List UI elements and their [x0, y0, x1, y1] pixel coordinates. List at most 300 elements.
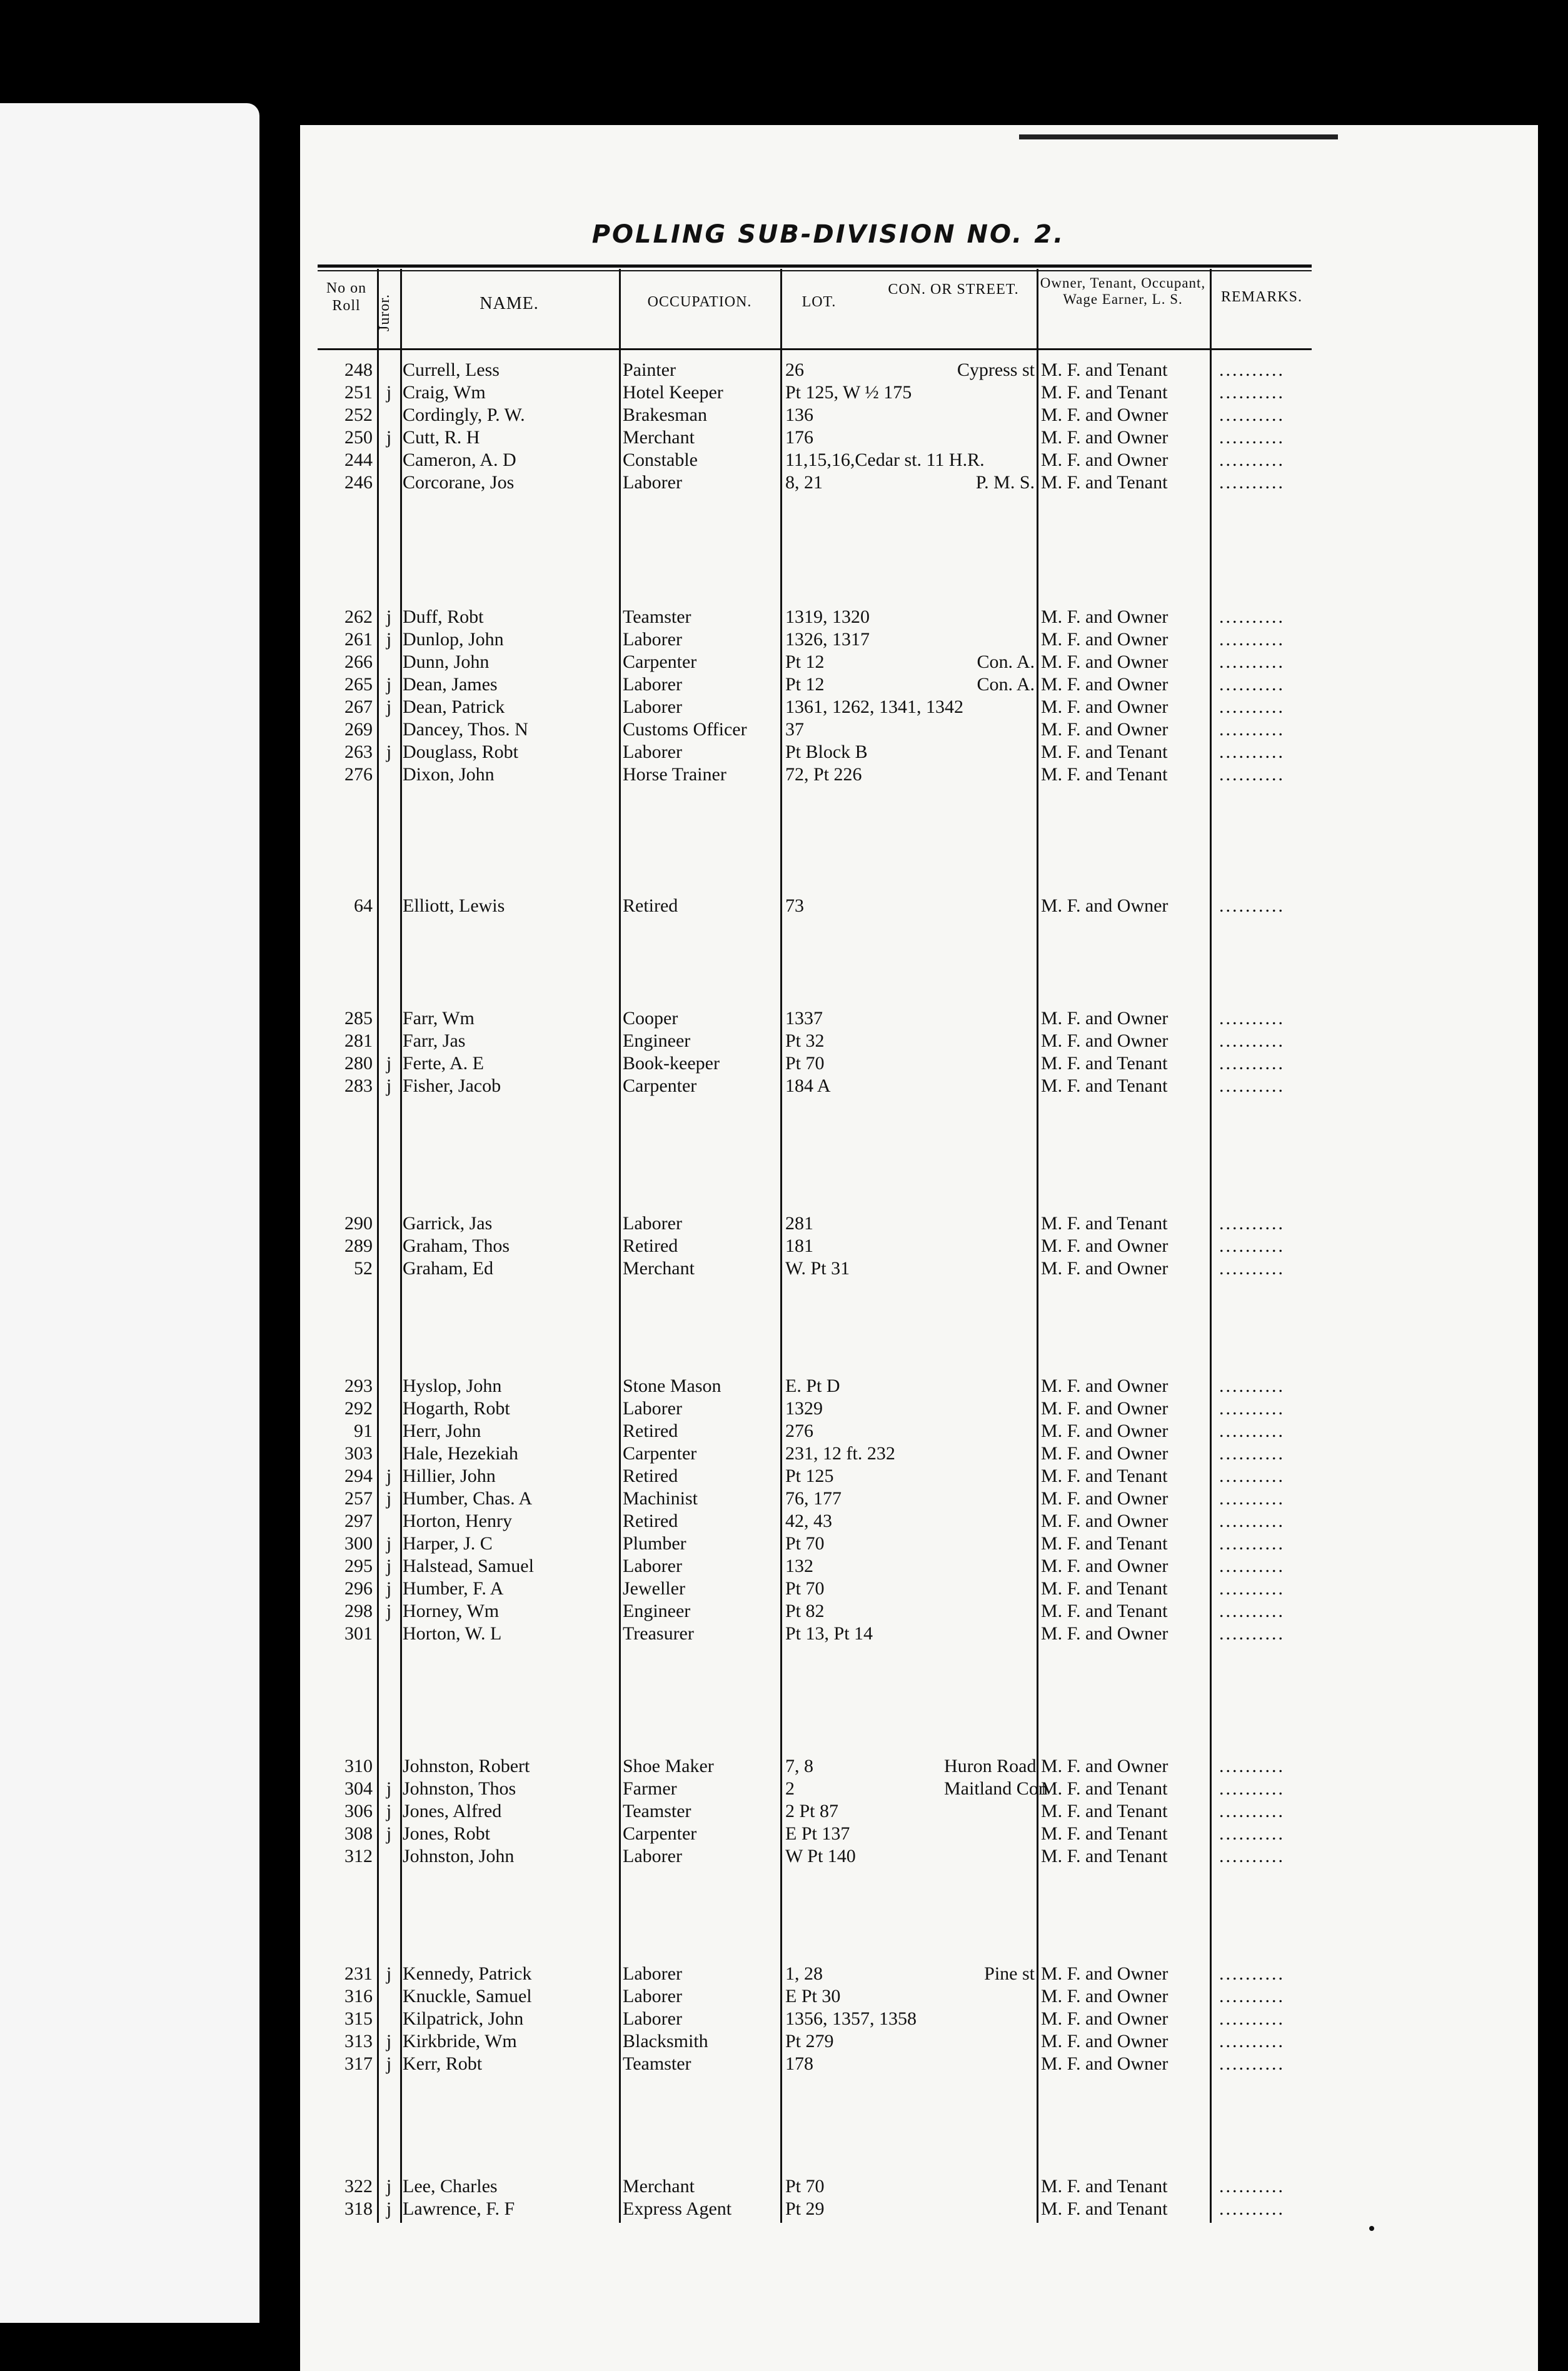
- juror-mark: j: [386, 1578, 392, 1599]
- table-row: [319, 1421, 1344, 1443]
- table-row: [319, 1236, 1344, 1258]
- voter-name: Herr, John: [403, 1421, 481, 1441]
- lot: Pt 12: [785, 652, 825, 672]
- lot: 73: [785, 895, 804, 916]
- voter-name: Fisher, Jacob: [403, 1075, 501, 1096]
- occupation: Retired: [623, 1466, 678, 1486]
- lot: Pt 70: [785, 1533, 825, 1554]
- remarks-leader-dots: ..........: [1219, 1601, 1285, 1621]
- lot: 76, 177: [785, 1488, 842, 1509]
- status: M. F. and Owner: [1041, 1443, 1168, 1464]
- top-border-rule: [1019, 134, 1338, 139]
- voter-name: Dunn, John: [403, 652, 490, 672]
- remarks-leader-dots: ..........: [1219, 360, 1285, 380]
- status: M. F. and Tenant: [1041, 1053, 1168, 1074]
- table-row: [319, 2176, 1344, 2198]
- remarks-leader-dots: ..........: [1219, 405, 1285, 425]
- roll-number: 262: [344, 607, 373, 627]
- status: M. F. and Owner: [1041, 629, 1168, 650]
- voter-name: Cordingly, P. W.: [403, 405, 525, 425]
- roll-number: 294: [344, 1466, 373, 1486]
- status: M. F. and Tenant: [1041, 742, 1168, 762]
- remarks-leader-dots: ..........: [1219, 2176, 1285, 2197]
- juror-mark: j: [386, 1801, 392, 1821]
- lot: 26: [785, 360, 804, 380]
- occupation: Hotel Keeper: [623, 382, 723, 403]
- roll-number: 251: [344, 382, 373, 403]
- voter-name: Cameron, A. D: [403, 450, 516, 470]
- status: M. F. and Owner: [1041, 652, 1168, 672]
- status: M. F. and Owner: [1041, 607, 1168, 627]
- occupation: Plumber: [623, 1533, 686, 1554]
- roll-number: 276: [344, 764, 373, 785]
- table-row: [319, 427, 1344, 450]
- table-row: [319, 1030, 1344, 1053]
- occupation: Carpenter: [623, 652, 697, 672]
- occupation: Engineer: [623, 1030, 691, 1051]
- roll-number: 301: [344, 1623, 373, 1644]
- status: M. F. and Owner: [1041, 1488, 1168, 1509]
- juror-mark: j: [386, 1601, 392, 1621]
- voter-name: Kilpatrick, John: [403, 2008, 524, 2029]
- remarks-leader-dots: ..........: [1219, 1443, 1285, 1464]
- table-row: [319, 652, 1344, 674]
- occupation: Horse Trainer: [623, 764, 726, 785]
- table-row: [319, 450, 1344, 472]
- roll-number: 52: [354, 1258, 373, 1279]
- roll-number: 261: [344, 629, 373, 650]
- table-row: [319, 629, 1344, 652]
- status: M. F. and Tenant: [1041, 2176, 1168, 2197]
- voter-name: Ferte, A. E: [403, 1053, 484, 1074]
- roll-number: 263: [344, 742, 373, 762]
- lot: 136: [785, 405, 813, 425]
- lot: 8, 21: [785, 472, 823, 493]
- voter-name: Dean, James: [403, 674, 498, 695]
- juror-mark: j: [386, 2053, 392, 2074]
- remarks-leader-dots: ..........: [1219, 1376, 1285, 1396]
- status: M. F. and Tenant: [1041, 2198, 1168, 2219]
- table-row: [319, 895, 1344, 918]
- lot: 11,15,16,Cedar st. 11 H.R.: [785, 450, 985, 470]
- occupation: Laborer: [623, 1398, 682, 1419]
- status: M. F. and Tenant: [1041, 1778, 1168, 1799]
- roll-number: 303: [344, 1443, 373, 1464]
- lot: Pt 12: [785, 674, 825, 695]
- juror-mark: j: [386, 629, 392, 650]
- status: M. F. and Tenant: [1041, 764, 1168, 785]
- table-row: [319, 1053, 1344, 1075]
- remarks-leader-dots: ..........: [1219, 427, 1285, 448]
- status: M. F. and Tenant: [1041, 1466, 1168, 1486]
- remarks-leader-dots: ..........: [1219, 1053, 1285, 1074]
- occupation: Laborer: [623, 1963, 682, 1984]
- roll-number: 91: [354, 1421, 373, 1441]
- con-or-street: Pine st: [984, 1963, 1035, 1984]
- voter-name: Humber, F. A: [403, 1578, 504, 1599]
- occupation: Teamster: [623, 607, 691, 627]
- voter-name: Kirkbride, Wm: [403, 2031, 517, 2051]
- lot: 281: [785, 1213, 813, 1234]
- occupation: Merchant: [623, 2176, 695, 2197]
- voter-name: Hillier, John: [403, 1466, 496, 1486]
- remarks-leader-dots: ..........: [1219, 1623, 1285, 1644]
- remarks-leader-dots: ..........: [1219, 1466, 1285, 1486]
- remarks-leader-dots: ..........: [1219, 1421, 1285, 1441]
- table-row: [319, 1823, 1344, 1846]
- roll-number: 231: [344, 1963, 373, 1984]
- table-row: [319, 405, 1344, 427]
- roll-number: 315: [344, 2008, 373, 2029]
- status: M. F. and Owner: [1041, 1421, 1168, 1441]
- roll-number: 306: [344, 1801, 373, 1821]
- header-juror: Juror.: [376, 294, 393, 331]
- remarks-leader-dots: ..........: [1219, 607, 1285, 627]
- juror-mark: j: [386, 1556, 392, 1576]
- voter-name: Knuckle, Samuel: [403, 1986, 532, 2006]
- occupation: Laborer: [623, 1213, 682, 1234]
- roll-number: 297: [344, 1511, 373, 1531]
- roll-number: 281: [344, 1030, 373, 1051]
- occupation: Laborer: [623, 674, 682, 695]
- lot: 231, 12 ft. 232: [785, 1443, 895, 1464]
- juror-mark: j: [386, 1823, 392, 1844]
- remarks-leader-dots: ..........: [1219, 764, 1285, 785]
- juror-mark: j: [386, 382, 392, 403]
- status: M. F. and Tenant: [1041, 472, 1168, 493]
- occupation: Retired: [623, 1236, 678, 1256]
- juror-mark: j: [386, 1053, 392, 1074]
- status: M. F. and Tenant: [1041, 1601, 1168, 1621]
- header-rule-bottom: [318, 348, 1312, 350]
- juror-mark: j: [386, 2031, 392, 2051]
- remarks-leader-dots: ..........: [1219, 1756, 1285, 1776]
- remarks-leader-dots: ..........: [1219, 1008, 1285, 1029]
- status: M. F. and Owner: [1041, 2008, 1168, 2029]
- lot: Pt 125: [785, 1466, 834, 1486]
- lot: E Pt 30: [785, 1986, 841, 2006]
- lot: 1356, 1357, 1358: [785, 2008, 917, 2029]
- status: M. F. and Owner: [1041, 1986, 1168, 2006]
- roll-number: 289: [344, 1236, 373, 1256]
- con-or-street: Con. A.: [977, 652, 1035, 672]
- voter-name: Dunlop, John: [403, 629, 504, 650]
- table-row: [319, 1986, 1344, 2008]
- voter-name: Dean, Patrick: [403, 697, 505, 717]
- occupation: Brakesman: [623, 405, 707, 425]
- roll-number: 312: [344, 1846, 373, 1866]
- juror-mark: j: [386, 1488, 392, 1509]
- occupation: Laborer: [623, 2008, 682, 2029]
- remarks-leader-dots: ..........: [1219, 1986, 1285, 2006]
- occupation: Engineer: [623, 1601, 691, 1621]
- status: M. F. and Owner: [1041, 1236, 1168, 1256]
- roll-number: 304: [344, 1778, 373, 1799]
- voter-name: Johnston, Thos: [403, 1778, 516, 1799]
- occupation: Retired: [623, 1421, 678, 1441]
- remarks-leader-dots: ..........: [1219, 2053, 1285, 2074]
- juror-mark: j: [386, 1466, 392, 1486]
- status: M. F. and Tenant: [1041, 1823, 1168, 1844]
- occupation: Retired: [623, 1511, 678, 1531]
- lot: 276: [785, 1421, 813, 1441]
- table-row: [319, 764, 1344, 787]
- remarks-leader-dots: ..........: [1219, 1030, 1285, 1051]
- remarks-leader-dots: ..........: [1219, 719, 1285, 740]
- table-row: [319, 2198, 1344, 2221]
- occupation: Treasurer: [623, 1623, 694, 1644]
- status: M. F. and Owner: [1041, 450, 1168, 470]
- con-or-street: Con. A.: [977, 674, 1035, 695]
- status: M. F. and Owner: [1041, 427, 1168, 448]
- lot: Pt Block B: [785, 742, 868, 762]
- voter-name: Garrick, Jas: [403, 1213, 493, 1234]
- lot: E Pt 137: [785, 1823, 850, 1844]
- occupation: Express Agent: [623, 2198, 732, 2219]
- status: M. F. and Owner: [1041, 1623, 1168, 1644]
- occupation: Teamster: [623, 1801, 691, 1821]
- table-row: [319, 2031, 1344, 2053]
- occupation: Jeweller: [623, 1578, 685, 1599]
- voter-name: Humber, Chas. A: [403, 1488, 533, 1509]
- roll-number: 300: [344, 1533, 373, 1554]
- lot: 72, Pt 226: [785, 764, 862, 785]
- status: M. F. and Owner: [1041, 1008, 1168, 1029]
- occupation: Laborer: [623, 1556, 682, 1576]
- status: M. F. and Owner: [1041, 719, 1168, 740]
- occupation: Laborer: [623, 1846, 682, 1866]
- voter-name: Halstead, Samuel: [403, 1556, 534, 1576]
- header-name: NAME.: [480, 294, 539, 313]
- voter-name: Douglass, Robt: [403, 742, 519, 762]
- occupation: Teamster: [623, 2053, 691, 2074]
- remarks-leader-dots: ..........: [1219, 472, 1285, 493]
- occupation: Retired: [623, 895, 678, 916]
- table-row: [319, 607, 1344, 629]
- header-con: CON. OR STREET.: [888, 281, 1019, 298]
- remarks-leader-dots: ..........: [1219, 1398, 1285, 1419]
- status: M. F. and Owner: [1041, 2031, 1168, 2051]
- juror-mark: j: [386, 697, 392, 717]
- lot: 1329: [785, 1398, 823, 1419]
- roll-number: 290: [344, 1213, 373, 1234]
- table-row: [319, 1846, 1344, 1868]
- status: M. F. and Owner: [1041, 2053, 1168, 2074]
- remarks-leader-dots: ..........: [1219, 895, 1285, 916]
- status: M. F. and Tenant: [1041, 360, 1168, 380]
- lot: 2 Pt 87: [785, 1801, 839, 1821]
- occupation: Laborer: [623, 629, 682, 650]
- table-row: [319, 1601, 1344, 1623]
- lot: 184 A: [785, 1075, 831, 1096]
- lot: Pt 29: [785, 2198, 825, 2219]
- remarks-leader-dots: ..........: [1219, 450, 1285, 470]
- voter-name: Johnston, Robert: [403, 1756, 530, 1776]
- roll-number: 280: [344, 1053, 373, 1074]
- voter-name: Graham, Thos: [403, 1236, 510, 1256]
- status: M. F. and Owner: [1041, 405, 1168, 425]
- roll-number: 265: [344, 674, 373, 695]
- table-row: [319, 382, 1344, 405]
- roll-number: 298: [344, 1601, 373, 1621]
- table-row: [319, 1075, 1344, 1098]
- status: M. F. and Owner: [1041, 1556, 1168, 1576]
- lot: Pt 13, Pt 14: [785, 1623, 873, 1644]
- table-row: [319, 1008, 1344, 1030]
- table-row: [319, 1756, 1344, 1778]
- occupation: Carpenter: [623, 1443, 697, 1464]
- table-row: [319, 697, 1344, 719]
- voter-name: Farr, Jas: [403, 1030, 466, 1051]
- table-row: [319, 1213, 1344, 1236]
- status: M. F. and Owner: [1041, 1030, 1168, 1051]
- page-title: POLLING SUB-DIVISION NO. 2.: [591, 220, 1065, 249]
- con-or-street: P. M. S.: [975, 472, 1035, 493]
- voter-name: Graham, Ed: [403, 1258, 493, 1279]
- roll-number: 310: [344, 1756, 373, 1776]
- lot: E. Pt D: [785, 1376, 840, 1396]
- roll-number: 293: [344, 1376, 373, 1396]
- lot: 176: [785, 427, 813, 448]
- status: M. F. and Tenant: [1041, 1533, 1168, 1554]
- juror-mark: j: [386, 1778, 392, 1799]
- remarks-leader-dots: ..........: [1219, 1823, 1285, 1844]
- voter-name: Duff, Robt: [403, 607, 484, 627]
- voter-name: Dixon, John: [403, 764, 495, 785]
- con-or-street: Huron Road: [944, 1756, 1037, 1776]
- roll-number: 246: [344, 472, 373, 493]
- juror-mark: j: [386, 1075, 392, 1096]
- occupation: Laborer: [623, 1986, 682, 2006]
- voter-name: Jones, Robt: [403, 1823, 491, 1844]
- status: M. F. and Owner: [1041, 674, 1168, 695]
- voter-name: Kerr, Robt: [403, 2053, 483, 2074]
- voter-name: Corcorane, Jos: [403, 472, 515, 493]
- remarks-leader-dots: ..........: [1219, 674, 1285, 695]
- lot: W Pt 140: [785, 1846, 856, 1866]
- table-row: [319, 472, 1344, 495]
- ink-dot: [1369, 2226, 1374, 2231]
- lot: 1361, 1262, 1341, 1342: [785, 697, 963, 717]
- remarks-leader-dots: ..........: [1219, 1556, 1285, 1576]
- remarks-leader-dots: ..........: [1219, 629, 1285, 650]
- occupation: Laborer: [623, 472, 682, 493]
- roll-number: 322: [344, 2176, 373, 2197]
- occupation: Customs Officer: [623, 719, 747, 740]
- occupation: Constable: [623, 450, 698, 470]
- occupation: Merchant: [623, 427, 695, 448]
- occupation: Carpenter: [623, 1075, 697, 1096]
- header-roll: No on Roll: [326, 280, 367, 314]
- roll-number: 248: [344, 360, 373, 380]
- occupation: Laborer: [623, 697, 682, 717]
- remarks-leader-dots: ..........: [1219, 1213, 1285, 1234]
- lot: 2: [785, 1778, 795, 1799]
- status: M. F. and Owner: [1041, 1511, 1168, 1531]
- header-status: Owner, Tenant, Occupant, Wage Earner, L. S.: [1040, 275, 1206, 308]
- header-rule-top: [318, 264, 1312, 268]
- voter-name: Elliott, Lewis: [403, 895, 505, 916]
- occupation: Carpenter: [623, 1823, 697, 1844]
- lot: 42, 43: [785, 1511, 832, 1531]
- occupation: Cooper: [623, 1008, 678, 1029]
- remarks-leader-dots: ..........: [1219, 1511, 1285, 1531]
- occupation: Shoe Maker: [623, 1756, 714, 1776]
- lot: 7, 8: [785, 1756, 813, 1776]
- roll-number: 64: [354, 895, 373, 916]
- status: M. F. and Tenant: [1041, 1075, 1168, 1096]
- roll-number: 318: [344, 2198, 373, 2219]
- roll-number: 317: [344, 2053, 373, 2074]
- header-rule-top-thin: [318, 270, 1312, 271]
- lot: 1, 28: [785, 1963, 823, 1984]
- lot: Pt 70: [785, 2176, 825, 2197]
- remarks-leader-dots: ..........: [1219, 1075, 1285, 1096]
- juror-mark: j: [386, 2198, 392, 2219]
- table-row: [319, 1376, 1344, 1398]
- header-lot: LOT.: [802, 294, 837, 310]
- juror-mark: j: [386, 2176, 392, 2197]
- status: M. F. and Owner: [1041, 1963, 1168, 1984]
- voter-name: Jones, Alfred: [403, 1801, 502, 1821]
- occupation: Stone Mason: [623, 1376, 721, 1396]
- table-row: [319, 1801, 1344, 1823]
- status: M. F. and Tenant: [1041, 382, 1168, 403]
- lot: 1337: [785, 1008, 823, 1029]
- roll-number: 250: [344, 427, 373, 448]
- remarks-leader-dots: ..........: [1219, 1236, 1285, 1256]
- header-remarks: REMARKS.: [1220, 289, 1303, 305]
- occupation: Farmer: [623, 1778, 677, 1799]
- roll-number: 283: [344, 1075, 373, 1096]
- con-or-street: Maitland Con: [944, 1778, 1048, 1799]
- lot: 132: [785, 1556, 813, 1576]
- occupation: Blacksmith: [623, 2031, 708, 2051]
- status: M. F. and Owner: [1041, 1258, 1168, 1279]
- table-row: [319, 2053, 1344, 2076]
- occupation: Laborer: [623, 742, 682, 762]
- lot: Pt 279: [785, 2031, 834, 2051]
- roll-number: 308: [344, 1823, 373, 1844]
- table-row: [319, 1443, 1344, 1466]
- lot: 37: [785, 719, 804, 740]
- status: M. F. and Owner: [1041, 1756, 1168, 1776]
- lot: Pt 32: [785, 1030, 825, 1051]
- roll-number: 296: [344, 1578, 373, 1599]
- table-row: [319, 719, 1344, 742]
- table-row: [319, 1778, 1344, 1801]
- remarks-leader-dots: ..........: [1219, 742, 1285, 762]
- voter-name: Currell, Less: [403, 360, 500, 380]
- roll-number: 313: [344, 2031, 373, 2051]
- table-row: [319, 1556, 1344, 1578]
- table-row: [319, 1533, 1344, 1556]
- lot: Pt 82: [785, 1601, 825, 1621]
- occupation: Book-keeper: [623, 1053, 720, 1074]
- lot: 181: [785, 1236, 813, 1256]
- header-occupation: OCCUPATION.: [647, 294, 752, 310]
- voter-name: Hale, Hezekiah: [403, 1443, 518, 1464]
- lot: 178: [785, 2053, 813, 2074]
- lot: Pt 70: [785, 1053, 825, 1074]
- remarks-leader-dots: ..........: [1219, 1801, 1285, 1821]
- table-row: [319, 1398, 1344, 1421]
- roll-number: 244: [344, 450, 373, 470]
- remarks-leader-dots: ..........: [1219, 382, 1285, 403]
- table-row: [319, 1488, 1344, 1511]
- table-row: [319, 1466, 1344, 1488]
- status: M. F. and Tenant: [1041, 1846, 1168, 1866]
